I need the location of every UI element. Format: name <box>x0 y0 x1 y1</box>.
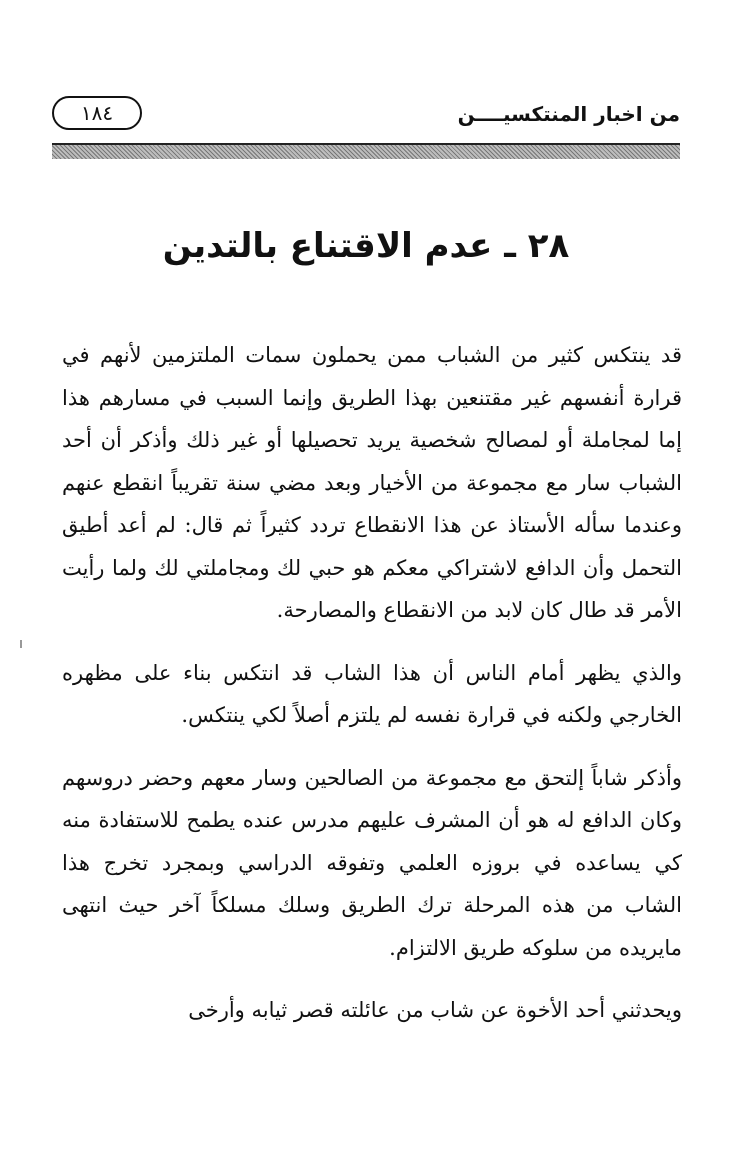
page-number: ١٨٤ <box>52 96 142 130</box>
margin-mark <box>20 640 22 648</box>
page-header <box>52 96 680 136</box>
chapter-title: ٢٨ ـ عدم الاقتناع بالتدين <box>162 226 570 266</box>
paragraph-2: والذي يظهر أمام الناس أن هذا الشاب قد انتكس بناء على مظهره الخارجي ولكنه في قرارة نفسه لم يلتزم أصلاً لكي ينتكس. <box>62 660 682 727</box>
paragraph-3: وأذكر شاباً إلتحق مع مجموعة من الصالحين وسار معهم وحضر دروسهم وكان الدافع له هو أن المشرف عليهم مدرس عنده يطمح للاستفادة منه كي يساعده في بروزه العلمي وتفوقه الدراسي وبمجرد تخرج هذا الشاب من هذه المرحلة ترك الطريق وسلك مسلكاً آخر حيث انتهى مايريده من سلوكه طريق الالتزام. <box>62 765 682 960</box>
paragraph-1: قد ينتكس كثير من الشباب ممن يحملون سمات الملتزمين لأنهم في قرارة أنفسهم غير مقتنعين بهذا الطريق وإنما السبب في مسارهم هذا إما لمجاملة أو لمصالح شخصية يريد تحصيلها أو غير ذلك وأذكر أن أحد الشباب سار مع مجموعة من الأخيار وبعد مضي سنة تقريباً انقطع عنهم وعندما سأله الأستاذ عن هذا الانقطاع تردد كثيراً ثم قال: لم أعد أطيق التحمل وأن الدافع لاشتراكي معكم هو حبي لك ومجاملتي لك ولما رأيت الأمر قد طال كان لابد من الانقطاع والمصارحة. <box>62 343 682 622</box>
header-divider <box>52 143 680 159</box>
body-text <box>62 334 682 1032</box>
running-title: من اخبار المنتكسيــــن <box>457 102 680 126</box>
paragraph-4: ويحدثني أحد الأخوة عن شاب من عائلته قصر ثيابه وأرخى <box>188 998 682 1022</box>
